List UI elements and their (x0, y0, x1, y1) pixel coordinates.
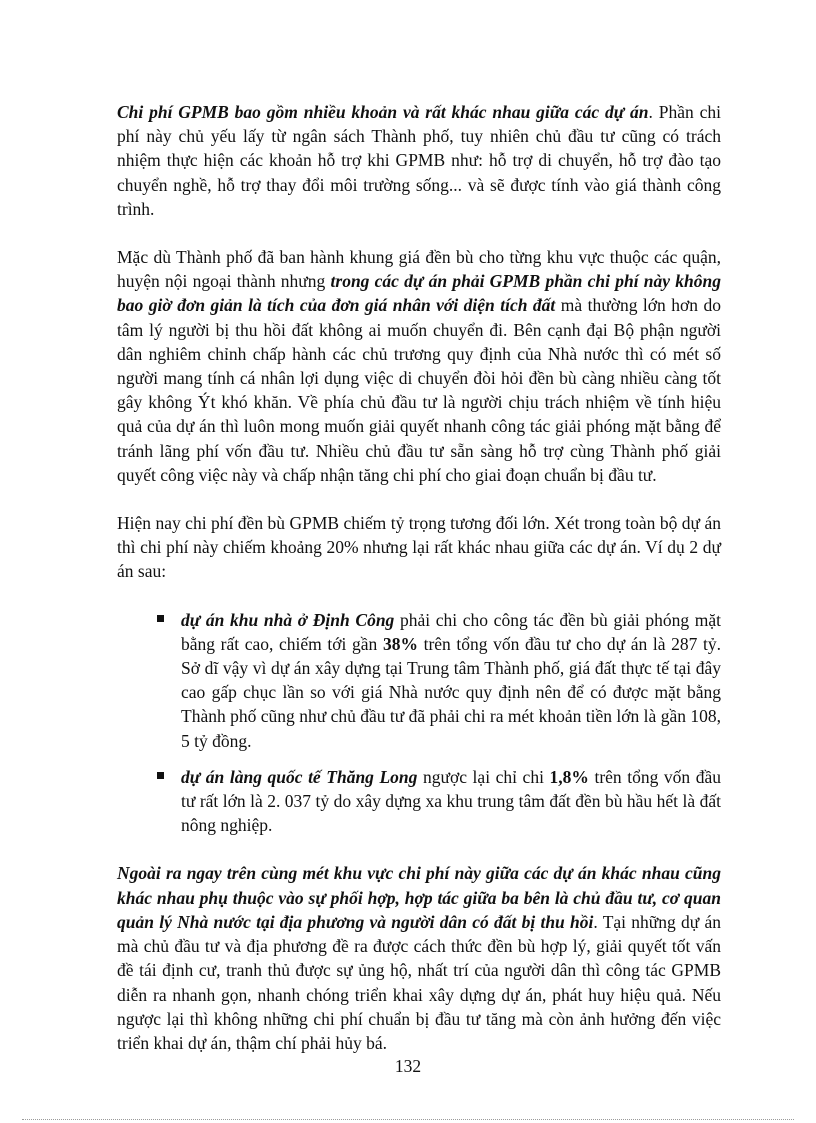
list-item-title: dự án khu nhà ở Định Công (181, 609, 395, 630)
paragraph-2-text: mà thường lớn hơn do tâm lý người bị thu hồi đất không ai muốn chuyển đi. Bên cạnh đại Bộ phận người dân nghiêm chỉnh chấp hành các chủ trương quy định của Nhà nước thì có mét số người mang tính cá nhân lợi dụng việc di chuyển đòi hỏi đền bù càng nhiều càng tốt gây không Ýt khó khăn. Về phía chủ đầu tư là người chịu trách nhiệm về tính hiệu quả của dự án thì luôn mong muốn giải quyết nhanh công tác giải phóng mặt bằng để tránh lãng phí vốn đầu tư. Nhiều chủ đầu tư sẵn sàng hỗ trợ cùng Thành phố giải quyết công việc này và chấp nhận tăng chi phí cho giai đoạn chuẩn bị đầu tư. (117, 295, 721, 485)
list-item-text: ngược lại chỉ chi (417, 766, 550, 787)
page-number: 132 (394, 1056, 422, 1076)
list-item-percentage: 1,8% (549, 766, 589, 787)
list-item (117, 608, 721, 753)
square-bullet-icon (157, 772, 164, 779)
project-examples-list (117, 608, 721, 838)
paragraph-1-text: . Phần chi phí này chủ yếu lấy từ ngân sách Thành phố, tuy nhiên chủ đầu tư cũng có trách nhiệm thực hiện các khoản hỗ trợ khi GPMB như: hỗ trợ di chuyển, hỗ trợ đào tạo chuyển nghề, hỗ trợ thay đổi môi trường sống... và sẽ được tính vào giá thành công trình. (117, 102, 721, 219)
paragraph-3-text: Hiện nay chi phí đền bù GPMB chiếm tỷ trọng tương đối lớn. Xét trong toàn bộ dự án thì chi phí này chiếm khoảng 20% nhưng lại rất khác nhau giữa các dự án. Ví dụ 2 dự án sau: (117, 513, 721, 582)
list-item-text: phải chi cho công tác đền bù giải phóng mặt bằng rất cao, chiếm tới gần (181, 609, 721, 654)
document-page (117, 100, 721, 1079)
list-item-percentage: 38% (382, 633, 418, 654)
paragraph-2 (117, 245, 721, 487)
paragraph-1 (117, 100, 721, 221)
footer-divider (22, 1119, 794, 1120)
paragraph-4-text: . Tại những dự án mà chủ đầu tư và địa phương đề ra được cách thức đền bù hợp lý, giải quyết tốt vấn đề tái định cư, tranh thủ được sự ủng hộ, nhất trí của người dân thì công tác GPMB diễn ra nhanh gọn, nhanh chóng triển khai xây dựng dự án, phát huy hiệu quả. Nếu ngược lại thì không những chi phí chuẩn bị đầu tư tăng mà còn ảnh hưởng đến việc triển khai dự án, thậm chí phải hủy bá. (117, 911, 721, 1053)
list-item-text: trên tổng vốn đầu tư rất lớn là 2. 037 tỷ do xây dựng xa khu trung tâm đất đền bù hầu hết là đất nông nghiệp. (181, 766, 721, 836)
paragraph-4 (117, 861, 721, 1055)
square-bullet-icon (157, 615, 164, 622)
list-item-title: dự án làng quốc tế Thăng Long (181, 766, 418, 787)
list-item-text: trên tổng vốn đầu tư cho dự án là 287 tỷ. Sở dĩ vậy vì dự án xây dựng tại Trung tâm Thành phố, giá đất thực tế tại đây cao gấp chục lần so với giá Nhà nước quy định nên để có được mặt bằng Thành phố cũng như chủ đầu tư đã phải chi ra mét khoản tiền lớn là gần 108, 5 tỷ đồng. (181, 633, 721, 751)
paragraph-3 (117, 511, 721, 584)
paragraph-2-emphasis: trong các dự án phải GPMB phần chi phí này không bao giờ đơn giản là tích của đơn giá nhân với diện tích đất (117, 271, 721, 316)
paragraph-4-emphasis: Ngoài ra ngay trên cùng mét khu vực chi phí này giữa các dự án khác nhau cũng khác nhau phụ thuộc vào sự phối hợp, hợp tác giữa ba bên là chủ đầu tư, cơ quan quản lý Nhà nước tại địa phương và người dân có đất bị thu hồi (117, 863, 721, 932)
list-item (117, 765, 721, 838)
paragraph-2-lead: Mặc dù Thành phố đã ban hành khung giá đền bù cho từng khu vực thuộc các quận, huyện nội ngoại thành nhưng (117, 247, 721, 292)
paragraph-1-emphasis: Chi phí GPMB bao gồm nhiều khoản và rất khác nhau giữa các dự án (117, 102, 649, 122)
